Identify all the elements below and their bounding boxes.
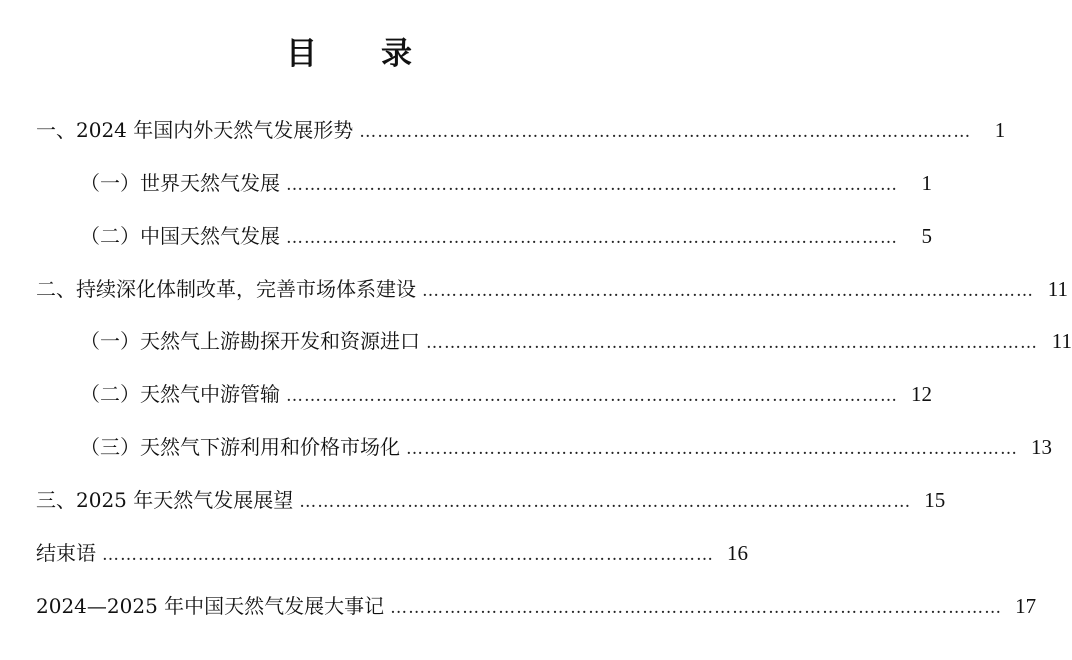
toc-title-char-2: 录 (381, 36, 414, 72)
toc-entry-label: （一）世界天然气发展 (80, 171, 280, 195)
toc-entry-label: （三）天然气下游利用和价格市场化 (80, 435, 400, 459)
toc-entry-label: （一）天然气上游勘探开发和资源进口 (80, 329, 420, 353)
toc-entry-label: 三、2025 年天然气发展展望 (36, 488, 294, 512)
toc-page-number: 15 (924, 488, 946, 512)
toc-entry-label: 一、2024 年国内外天然气发展形势 (36, 118, 354, 142)
dot-leader: ………………………………………………………………………………………… (422, 281, 1034, 301)
toc-entry-9[interactable] (36, 538, 748, 568)
dot-leader: ………………………………………………………………………………………… (102, 545, 714, 565)
toc-entry-5[interactable] (80, 326, 1072, 356)
toc-page-number: 5 (921, 224, 932, 248)
toc-entry-label: 2024—2025 年中国天然气发展大事记 (36, 594, 385, 618)
dot-leader: ………………………………………………………………………………………… (406, 439, 1018, 459)
toc-entry-4[interactable] (36, 274, 1068, 304)
dot-leader: ………………………………………………………………………………………… (299, 492, 912, 512)
toc-title-char-1: 目 (286, 36, 319, 72)
dot-leader: ………………………………………………………………………………………… (359, 122, 972, 142)
toc-entry-label: （二）天然气中游管输 (80, 382, 280, 406)
toc-page-number: 1 (921, 171, 932, 195)
toc-entry-10[interactable] (36, 591, 1037, 621)
toc-entry-3[interactable] (80, 221, 932, 251)
toc-page-number: 12 (911, 382, 932, 406)
toc-entry-1[interactable] (36, 115, 1006, 145)
toc-entry-label: 二、持续深化体制改革，完善市场体系建设 (36, 277, 416, 301)
toc-entry-7[interactable] (80, 432, 1052, 462)
toc-page-number: 1 (994, 118, 1006, 142)
dot-leader: ………………………………………………………………………………………… (286, 228, 898, 248)
toc-entry-8[interactable] (36, 485, 946, 515)
toc-page-number: 11 (1047, 277, 1068, 301)
dot-leader: ………………………………………………………………………………………… (286, 175, 898, 195)
toc-page-number: 13 (1031, 435, 1052, 459)
toc-entry-label: （二）中国天然气发展 (80, 224, 280, 248)
dot-leader: ………………………………………………………………………………………… (286, 386, 898, 406)
toc-page-number: 17 (1015, 594, 1037, 618)
toc-page-number: 11 (1051, 329, 1072, 353)
toc-page-number: 16 (727, 541, 748, 565)
dot-leader: ………………………………………………………………………………………… (426, 333, 1038, 353)
dot-leader: ………………………………………………………………………………………… (390, 598, 1003, 618)
toc-entry-label: 结束语 (36, 541, 96, 565)
toc-entry-2[interactable] (80, 168, 932, 198)
toc-entry-6[interactable] (80, 379, 932, 409)
